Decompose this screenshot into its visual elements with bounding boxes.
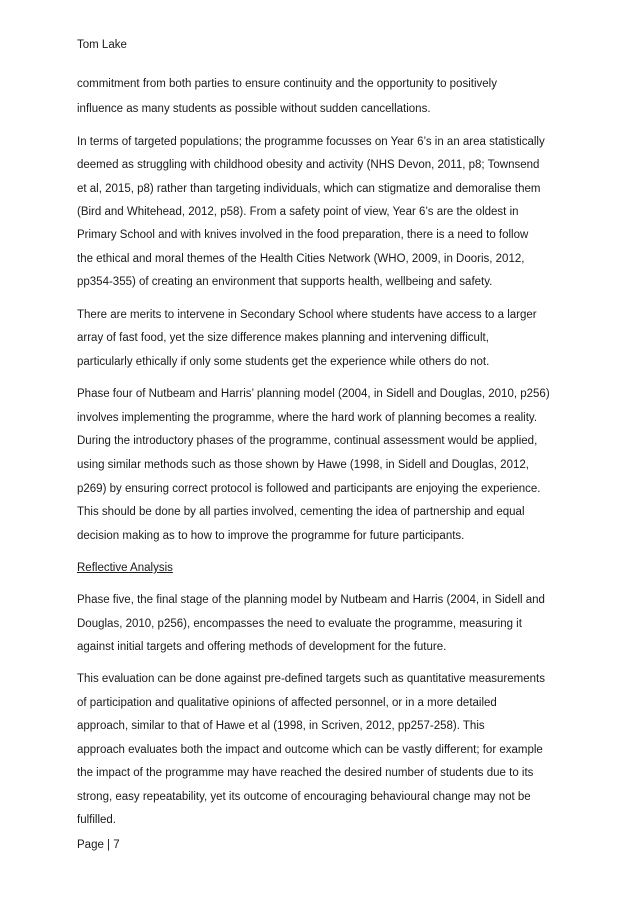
p6-line: This evaluation can be done against pre-defined targets such as quantitative measurements bbox=[77, 673, 545, 685]
p6-line: fulfilled. bbox=[77, 814, 116, 826]
p4-line: During the introductory phases of the programme, continual assessment would be applied, bbox=[77, 435, 538, 447]
p2-line: the ethical and moral themes of the Health Cities Network (WHO, 2009, in Dooris, 2012, bbox=[77, 253, 525, 265]
p2-line: et al, 2015, p8) rather than targeting individuals, which can stigmatize and demoralise them bbox=[77, 183, 541, 195]
p4-line: involves implementing the programme, where the hard work of planning becomes a reality. bbox=[77, 412, 538, 424]
p2-line: (Bird and Whitehead, 2012, p58). From a safety point of view, Year 6’s are the oldest in bbox=[77, 206, 519, 218]
p3-line: array of fast food, yet the size difference makes planning and intervening difficult, bbox=[77, 332, 489, 344]
p2-line: deemed as struggling with childhood obesity and activity (NHS Devon, 2011, p8; Townsend bbox=[77, 159, 540, 171]
p4-line: Phase four of Nutbeam and Harris’ planning model (2004, in Sidell and Douglas, 2010, p256) bbox=[77, 388, 550, 400]
p4-line: decision making as to how to improve the programme for future participants. bbox=[77, 530, 465, 542]
p6-line: approach, similar to that of Hawe et al (1998, in Scriven, 2012, pp257-258). This bbox=[77, 720, 485, 732]
p4-line: using similar methods such as those shown by Hawe (1998, in Sidell and Douglas, 2012, bbox=[77, 459, 529, 471]
p4-line: p269) by ensuring correct protocol is followed and participants are enjoying the experience. bbox=[77, 483, 541, 495]
p3-line: particularly ethically if only some students get the experience while others do not. bbox=[77, 356, 490, 368]
p6-line: approach evaluates both the impact and outcome which can be vastly different; for example bbox=[77, 744, 543, 756]
p1-line: commitment from both parties to ensure continuity and the opportunity to positively bbox=[77, 78, 497, 90]
footer-page-number: Page | 7 bbox=[77, 839, 120, 851]
p1-line: influence as many students as possible without sudden cancellations. bbox=[77, 103, 431, 115]
p3-line: There are merits to intervene in Secondary School where students have access to a larger bbox=[77, 309, 537, 321]
p6-line: the impact of the programme may have reached the desired number of students due to its bbox=[77, 767, 534, 779]
p6-line: of participation and qualitative opinions of affected personnel, or in a more detailed bbox=[77, 697, 497, 709]
header-author: Tom Lake bbox=[77, 39, 127, 51]
section-heading: Reflective Analysis bbox=[77, 562, 173, 574]
p5-line: against initial targets and offering methods of development for the future. bbox=[77, 641, 447, 653]
p5-line: Phase five, the final stage of the planning model by Nutbeam and Harris (2004, in Sidell and bbox=[77, 594, 545, 606]
p4-line: This should be done by all parties involved, cementing the idea of partnership and equal bbox=[77, 506, 525, 518]
p2-line: pp354-355) of creating an environment that supports health, wellbeing and safety. bbox=[77, 276, 493, 288]
p6-line: strong, easy repeatability, yet its outcome of encouraging behavioural change may not be bbox=[77, 791, 531, 803]
p2-line: In terms of targeted populations; the programme focusses on Year 6’s in an area statistically bbox=[77, 136, 545, 148]
p5-line: Douglas, 2010, p256), encompasses the need to evaluate the programme, measuring it bbox=[77, 618, 522, 630]
p2-line: Primary School and with knives involved in the food preparation, there is a need to follow bbox=[77, 229, 529, 241]
